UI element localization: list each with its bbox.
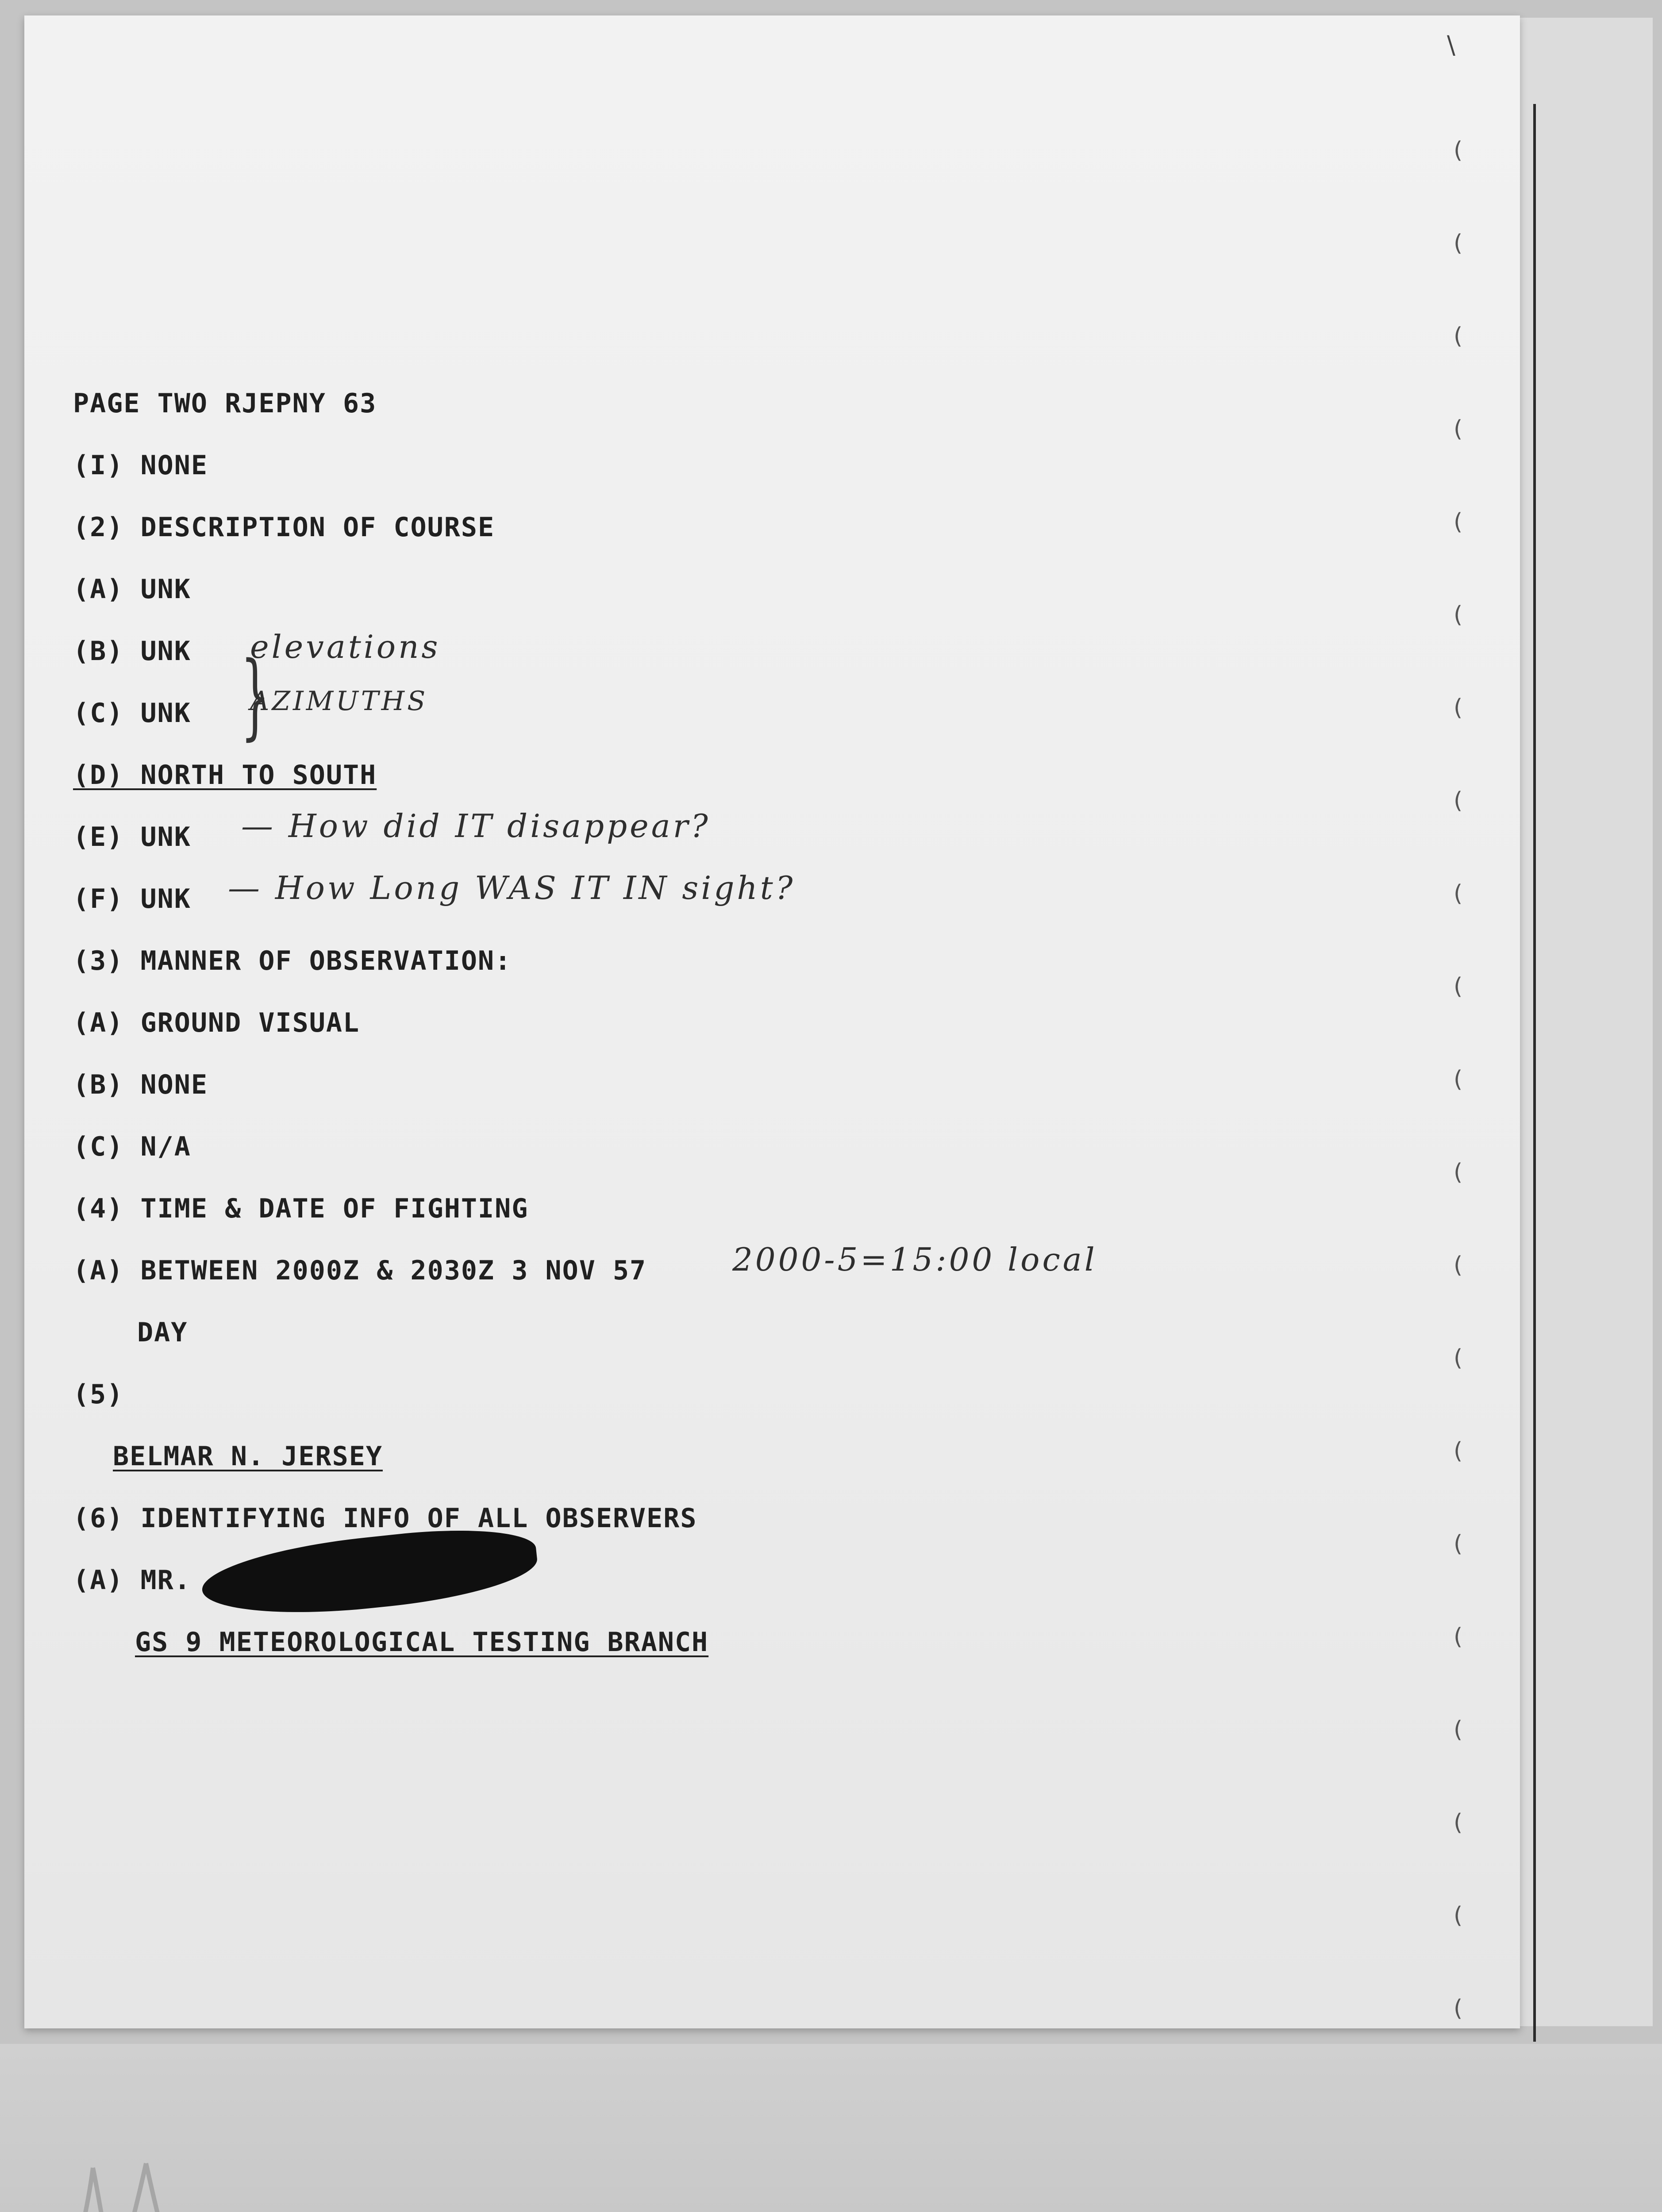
perforation-mark: ( xyxy=(1454,1809,1463,1836)
line-2-description-of-course: (2) DESCRIPTION OF COURSE xyxy=(73,512,495,543)
line-3b: (B) NONE xyxy=(73,1069,208,1100)
page-header: PAGE TWO RJEPNY 63 xyxy=(73,388,377,419)
perforation-mark: ( xyxy=(1454,1717,1463,1743)
line-3a: (A) GROUND VISUAL xyxy=(73,1007,360,1038)
line-6a: (A) MR. xyxy=(73,1565,191,1596)
perforation-mark: ( xyxy=(1454,1252,1463,1279)
perforation-mark: ( xyxy=(1454,695,1463,721)
line-5-location: BELMAR N. JERSEY xyxy=(113,1441,383,1472)
background-below-page xyxy=(0,2044,1662,2212)
document-page xyxy=(24,15,1520,2028)
line-1-none: (I) NONE xyxy=(73,450,208,481)
line-2e: (E) UNK xyxy=(73,822,191,853)
perforation-mark: ( xyxy=(1454,1995,1463,2022)
line-2b: (B) UNK xyxy=(73,636,191,667)
perforation-mark: ( xyxy=(1454,416,1463,442)
line-2d-north-to-south: (D) NORTH TO SOUTH xyxy=(73,760,377,791)
line-4-time-and-date: (4) TIME & DATE OF FIGHTING xyxy=(73,1193,529,1224)
perforation-mark: ( xyxy=(1454,880,1463,907)
perforation-mark: ( xyxy=(1454,509,1463,535)
line-6a-employer: GS 9 METEOROLOGICAL TESTING BRANCH xyxy=(135,1627,709,1658)
perforation-mark: ( xyxy=(1454,1902,1463,1929)
handwritten-how-long-in-sight: — How Long WAS IT IN sight? xyxy=(228,869,796,906)
perforation-mark: ( xyxy=(1454,323,1463,349)
handwritten-local-time: 2000-5=15:00 local xyxy=(732,1241,1097,1278)
perforation-mark: ( xyxy=(1454,1438,1463,1464)
perforation-mark: ( xyxy=(1454,1066,1463,1093)
perforation-mark: ( xyxy=(1454,137,1463,164)
right-paper-strip xyxy=(1520,18,1653,2026)
line-3c: (C) N/A xyxy=(73,1131,191,1162)
line-3-manner-of-observation: (3) MANNER OF OBSERVATION: xyxy=(73,945,512,976)
perforation-mark: ( xyxy=(1454,230,1463,257)
handwritten-brace: } xyxy=(240,641,270,750)
perforation-mark: ( xyxy=(1454,973,1463,1000)
corner-mark: \ xyxy=(1447,31,1455,60)
redaction-mark xyxy=(199,1520,541,1626)
handwritten-azimuths: AZIMUTHS xyxy=(250,686,428,717)
handwritten-how-did-it-disappear: — How did IT disappear? xyxy=(241,807,711,845)
line-2a: (A) UNK xyxy=(73,574,191,605)
perforation-mark: ( xyxy=(1454,1531,1463,1557)
line-5: (5) xyxy=(73,1379,124,1410)
line-4a: (A) BETWEEN 2000Z & 2030Z 3 NOV 57 xyxy=(73,1255,647,1286)
right-margin-line xyxy=(1533,104,1536,2042)
perforation-mark: ( xyxy=(1454,602,1463,628)
line-2c: (C) UNK xyxy=(73,698,191,729)
perforation-mark: ( xyxy=(1454,1345,1463,1371)
line-6-identifying-info: (6) IDENTIFYING INFO OF ALL OBSERVERS xyxy=(73,1503,697,1534)
perforation-mark: ( xyxy=(1454,787,1463,814)
perforation-mark: ( xyxy=(1454,1159,1463,1186)
handwritten-elevations: elevations xyxy=(250,628,441,665)
perforation-mark: ( xyxy=(1454,1624,1463,1650)
faint-scribble-mark xyxy=(62,2150,186,2212)
line-4a-day: DAY xyxy=(137,1317,188,1348)
line-2f: (F) UNK xyxy=(73,883,191,914)
